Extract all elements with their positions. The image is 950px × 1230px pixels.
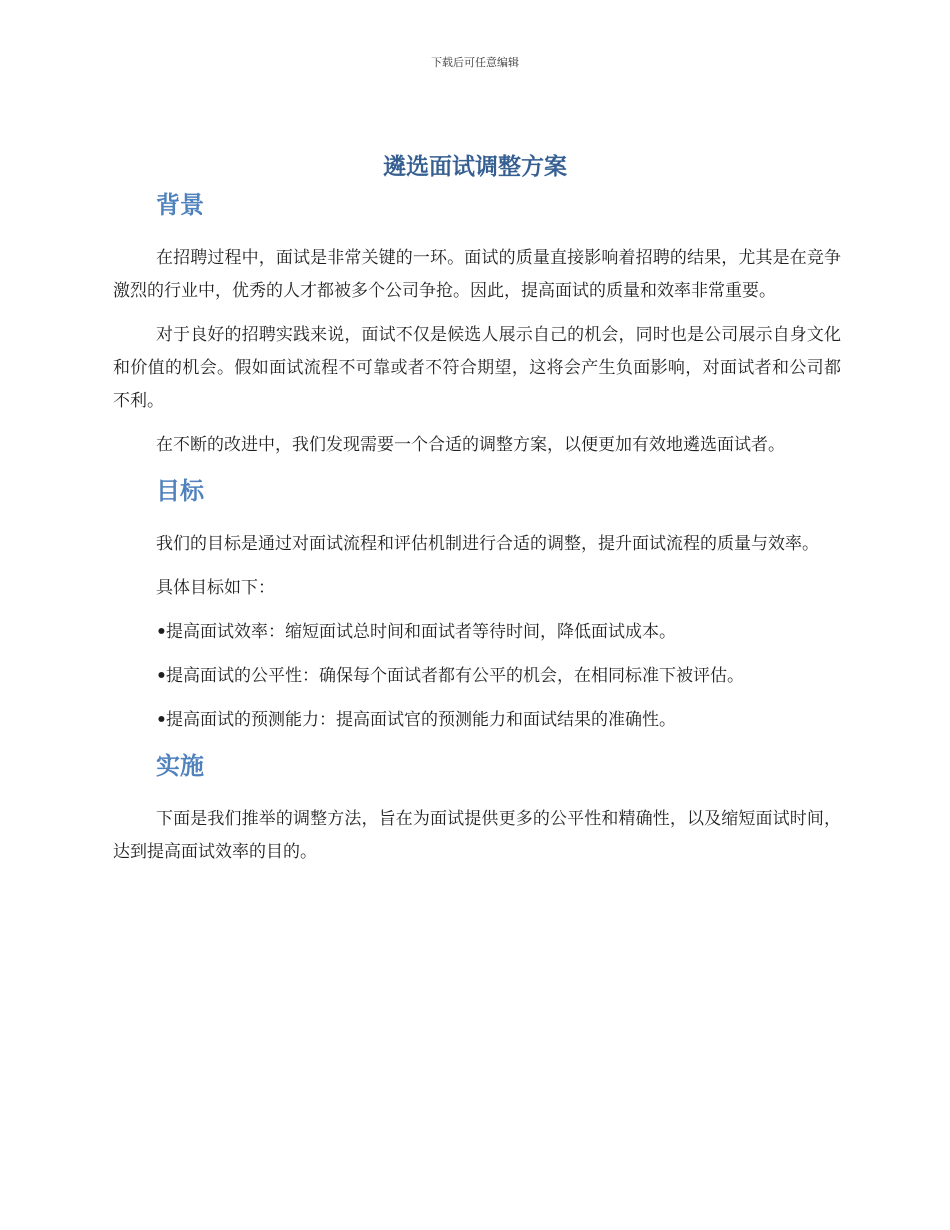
section-heading-background: 背景	[156, 191, 204, 219]
paragraph: 对于良好的招聘实践来说，面试不仅是候选人展示自己的机会，同时也是公司展示自身文化和价值的机会。假如面试流程不可靠或者不符合期望，这将会产生负面影响，对面试者和公司都不利。	[113, 325, 841, 411]
bullet-icon: •	[156, 710, 167, 730]
bullet-text: 提高面试的公平性：确保每个面试者都有公平的机会，在相同标准下被评估。	[166, 666, 744, 686]
document-body	[113, 188, 841, 869]
bullet-text: 提高面试的预测能力：提高面试官的预测能力和面试结果的准确性。	[166, 710, 676, 730]
bullet-icon: •	[156, 666, 167, 686]
header-note: 下载后可任意编辑	[431, 56, 519, 69]
paragraph: 下面是我们推举的调整方法，旨在为面试提供更多的公平性和精确性，以及缩短面试时间，达到提高面试效率的目的。	[113, 809, 841, 862]
section-heading-goals: 目标	[156, 477, 204, 505]
paragraph: 在招聘过程中，面试是非常关键的一环。面试的质量直接影响着招聘的结果，尤其是在竞争激烈的行业中，优秀的人才都被多个公司争抢。因此，提高面试的质量和效率非常重要。	[113, 248, 841, 301]
bullet-item	[113, 616, 841, 649]
document-title: 遴选面试调整方案	[383, 154, 567, 180]
bullet-icon: •	[156, 622, 167, 642]
bullet-item	[113, 660, 841, 693]
paragraph: 具体目标如下：	[156, 578, 275, 598]
section-heading-implementation: 实施	[156, 752, 204, 780]
bullet-item	[113, 704, 841, 737]
paragraph: 我们的目标是通过对面试流程和评估机制进行合适的调整，提升面试流程的质量与效率。	[156, 534, 819, 554]
paragraph: 在不断的改进中，我们发现需要一个合适的调整方案，以便更加有效地遴选面试者。	[156, 435, 785, 455]
bullet-text: 提高面试效率：缩短面试总时间和面试者等待时间，降低面试成本。	[166, 622, 676, 642]
